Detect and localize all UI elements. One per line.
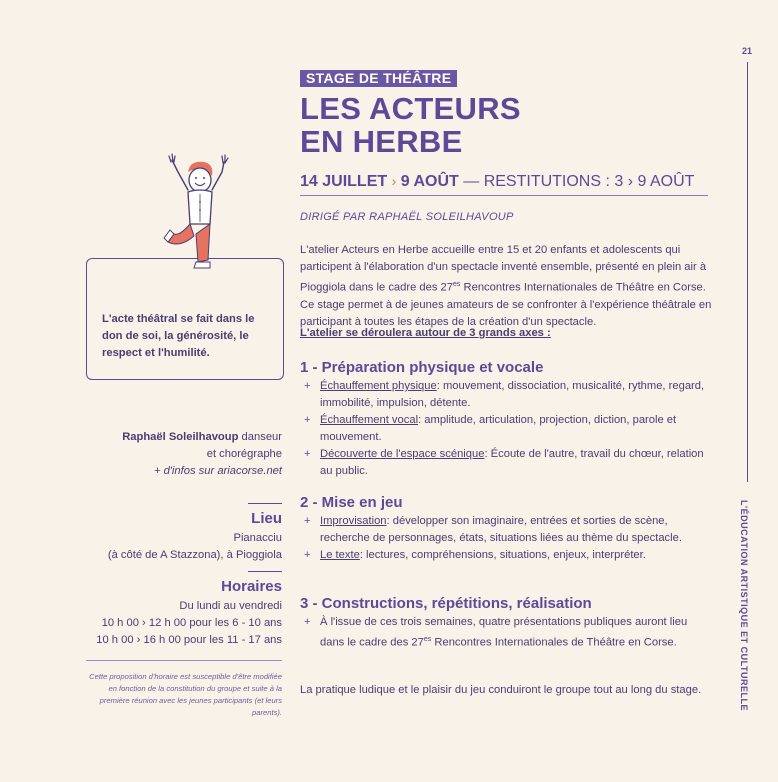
lieu-title: Lieu [251, 510, 282, 527]
horaires-details [62, 598, 282, 649]
lieu-line-2: (à côté de A Stazzona), à Pioggiola [107, 549, 282, 561]
item-text-1: À l'issue de ces trois semaines, quatre présentations publiques auront lieu dans le cadre des 27 [320, 616, 688, 649]
director-bio [62, 429, 282, 480]
schedule-note: Cette proposition d'horaire est susceptible d'être modifiée en fonction de la constitution du groupe et suite à la première réunion avec les jeunes participants (et leurs parents). [89, 672, 282, 717]
item-term: Le texte [320, 549, 360, 561]
list-item [300, 378, 712, 412]
item-text: : développer son imaginaire, entrées et sorties de scène, recherche de personnages, états, situations liées au thème du spectacle. [320, 515, 682, 544]
category-label: STAGE DE THÉÂTRE [300, 70, 457, 87]
page-number: 21 [741, 46, 752, 56]
list-item [300, 614, 712, 652]
jumping-actor-illustration [150, 150, 250, 290]
dates-divider [300, 195, 708, 196]
intro-text-2: Rencontres Internationales de Théâtre en Corse. Ce stage permet à de jeunes amateurs de se confronter à l'expérience théâtrale en participant à toutes les étapes de la création d'un spectacle. [300, 281, 712, 328]
title-line-2: EN HERBE [300, 124, 463, 159]
page-title [300, 92, 521, 158]
plus-icon: + [304, 414, 311, 426]
horaires-divider [248, 571, 282, 572]
intro-ordinal: es [453, 281, 461, 288]
item-term: Découverte de l'espace scénique [320, 448, 485, 460]
plus-icon: + [304, 515, 311, 527]
bio-role-1: danseur [238, 431, 282, 443]
side-section-title: L'ÉDUCATION ARTISTIQUE ET CULTURELLE [739, 500, 749, 711]
plus-icon: + [304, 616, 311, 628]
list-item [300, 412, 712, 446]
lieu-details [62, 530, 282, 564]
bio-name: Raphaël Soleilhavoup [122, 431, 239, 443]
list-item [300, 547, 712, 564]
section-2-title: 2 - Mise en jeu [300, 494, 403, 511]
side-divider [747, 62, 748, 482]
axes-heading: L'atelier se déroulera autour de 3 grands axes : [300, 327, 551, 339]
item-text: : Écoute de l'autre, travail du chœur, relation au public. [320, 448, 704, 477]
list-item [300, 446, 712, 480]
chevron-right-icon: › [391, 173, 397, 189]
section-3-list [300, 614, 712, 652]
plus-icon: + [304, 380, 311, 392]
plus-icon: + [304, 549, 311, 561]
item-term: Échauffement vocal [320, 414, 419, 426]
item-text: : mouvement, dissociation, musicalité, rythme, regard, immobilité, impulsion, détente. [320, 380, 705, 409]
more-info-link[interactable]: + d'infos sur ariacorse.net [153, 465, 282, 477]
bio-role-2: et chorégraphe [206, 448, 282, 460]
title-line-1: LES ACTEURS [300, 91, 521, 126]
section-2-list [300, 513, 712, 564]
lieu-line-1: Pianacciu [233, 532, 282, 544]
dates-line [300, 173, 694, 191]
quote-text: L'acte théâtral se fait dans le don de soi, la générosité, le respect et l'humilité. [102, 313, 255, 359]
plus-icon: + [304, 448, 311, 460]
item-text-2: Rencontres Internationales de Théâtre en Corse. [431, 636, 677, 649]
section-3-title: 3 - Constructions, répétitions, réalisation [300, 595, 592, 612]
restitutions-dates: — RESTITUTIONS : 3 › 9 AOÛT [463, 173, 695, 190]
date-end: 9 AOÛT [400, 173, 459, 190]
note-divider [86, 660, 282, 661]
intro-text-1: L'atelier Acteurs en Herbe accueille entre 15 et 20 enfants et adolescents qui participent à l'élaboration d'un spectacle inventé ensemble, présenté en plein air à Pioggiola dans le cadre des 27 [300, 244, 707, 294]
horaires-line-1: Du lundi au vendredi [179, 600, 282, 612]
horaires-title: Horaires [221, 578, 282, 595]
section-1-title: 1 - Préparation physique et vocale [300, 359, 544, 376]
intro-paragraph [300, 242, 712, 331]
item-term: Échauffement physique [320, 380, 437, 392]
horaires-line-3: 10 h 00 › 16 h 00 pour les 11 - 17 ans [96, 634, 282, 646]
section-1-list [300, 378, 712, 480]
horaires-line-2: 10 h 00 › 12 h 00 pour les 6 - 10 ans [101, 617, 282, 629]
date-start: 14 JUILLET [300, 173, 388, 190]
director-credit: DIRIGÉ PAR RAPHAËL SOLEILHAVOUP [300, 211, 514, 223]
lieu-divider [248, 503, 282, 504]
item-text: : amplitude, articulation, projection, diction, parole et mouvement. [320, 414, 677, 443]
item-term: Improvisation [320, 515, 387, 527]
conclusion-paragraph: La pratique ludique et le plaisir du jeu conduiront le groupe tout au long du stage. [300, 684, 702, 696]
list-item [300, 513, 712, 547]
item-text: : lectures, compréhensions, situations, enjeux, interpréter. [359, 549, 646, 561]
item-ordinal: es [423, 636, 432, 643]
